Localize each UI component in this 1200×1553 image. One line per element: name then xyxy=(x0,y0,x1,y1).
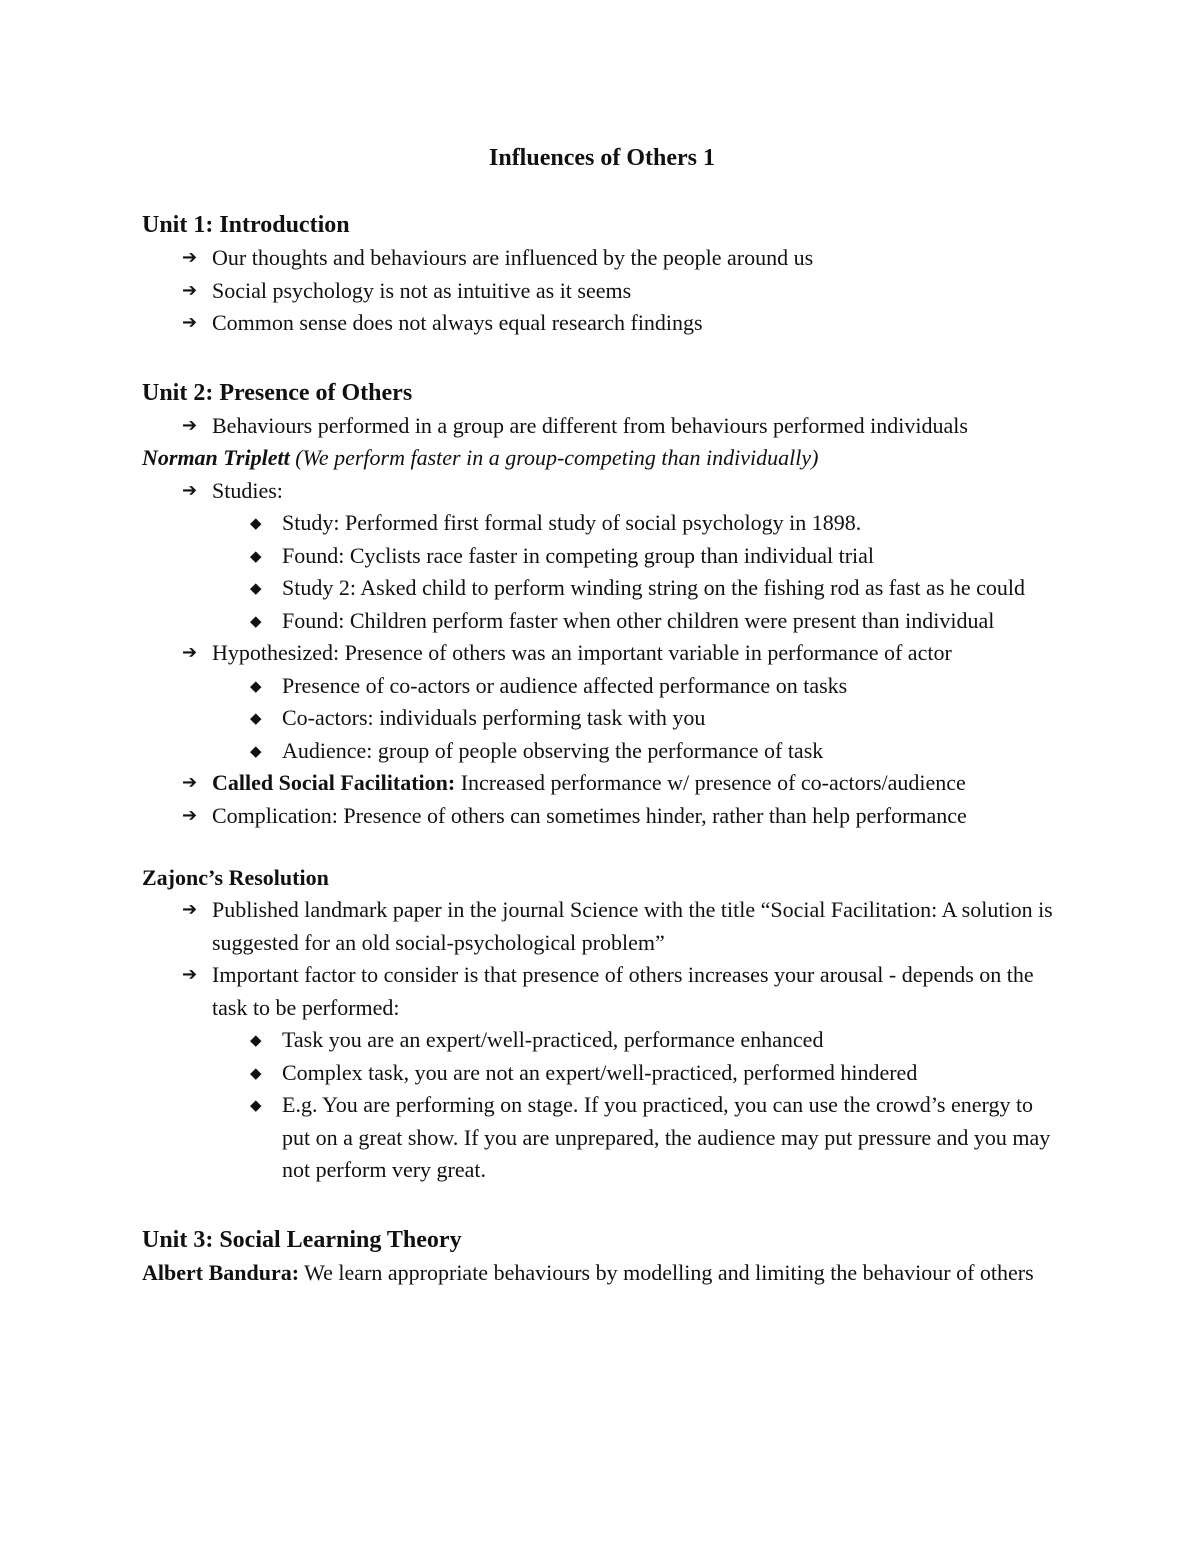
diamond-bullet-icon: ◆ xyxy=(250,579,262,597)
triplett-name: Norman Triplett xyxy=(142,445,290,470)
list-item: ◆ Co-actors: individuals performing task with you xyxy=(142,702,1062,735)
triplett-list xyxy=(142,475,1062,508)
bandura-text: We learn appropriate behaviours by modelling and limiting the behaviour of others xyxy=(299,1259,1034,1285)
unit1-heading: Unit 1: Introduction xyxy=(142,212,350,238)
list-item: ◆ Audience: group of people observing the performance of task xyxy=(142,735,1062,768)
arrow-bullet-icon: ➔ xyxy=(182,804,198,826)
list-item: ◆ Study: Performed first formal study of social psychology in 1898. xyxy=(142,507,1062,540)
list-item: ◆ Found: Cyclists race faster in competing group than individual trial xyxy=(142,540,1062,573)
hypothesis-list xyxy=(142,637,1062,670)
diamond-bullet-icon: ◆ xyxy=(250,709,262,727)
arrow-bullet-icon: ➔ xyxy=(182,279,198,301)
arrow-bullet-icon: ➔ xyxy=(182,312,198,333)
diamond-bullet-icon: ◆ xyxy=(250,546,262,565)
document-page xyxy=(142,142,1062,1289)
list-item: ◆ E.g. You are performing on stage. If you practiced, you can use the crowd’s energy to put on a great show. If you are unprepared, the audience may put pressure and you may not perform very great. xyxy=(142,1089,1062,1187)
unit1-bullet-list xyxy=(142,242,1062,340)
list-item: ➔ Published landmark paper in the journal Science with the title “Social Facilitation: A solution is suggested for an old social-psychological problem” xyxy=(142,894,1062,959)
list-item: ◆ Presence of co-actors or audience affected performance on tasks xyxy=(142,670,1062,703)
arrow-bullet-icon: ➔ xyxy=(182,247,198,268)
diamond-bullet-icon: ◆ xyxy=(250,741,262,760)
list-item xyxy=(142,767,1062,800)
bandura-paragraph xyxy=(142,1257,1062,1290)
list-item: ➔ Common sense does not always equal research findings xyxy=(142,307,1062,340)
unit3-heading: Unit 3: Social Learning Theory xyxy=(142,1226,462,1253)
list-item: ◆ Study 2: Asked child to perform winding string on the fishing rod as fast as he could xyxy=(142,572,1062,605)
list-item: ➔ Studies: xyxy=(142,475,1062,508)
list-item: ➔ Hypothesized: Presence of others was an important variable in performance of actor xyxy=(142,637,1062,670)
arrow-bullet-icon: ➔ xyxy=(182,899,198,920)
list-item: ➔ Important factor to consider is that presence of others increases your arousal - depends on the task to be performed: xyxy=(142,959,1062,1024)
arrow-bullet-icon: ➔ xyxy=(182,642,198,663)
list-item: ◆ Task you are an expert/well-practiced, performance enhanced xyxy=(142,1024,1062,1057)
arrow-bullet-icon: ➔ xyxy=(182,479,198,501)
diamond-bullet-icon: ◆ xyxy=(250,1031,262,1049)
diamond-bullet-icon: ◆ xyxy=(250,1096,262,1114)
zajonc-heading: Zajonc’s Resolution xyxy=(142,865,329,890)
diamond-bullet-icon: ◆ xyxy=(250,1063,262,1082)
arrow-bullet-icon: ➔ xyxy=(182,772,198,793)
facilitation-label: Called Social Facilitation: xyxy=(212,770,456,795)
zajonc-list xyxy=(142,894,1062,1024)
list-item: ➔ Complication: Presence of others can sometimes hinder, rather than help performance xyxy=(142,800,1062,833)
list-item: ◆ Found: Children perform faster when other children were present than individual xyxy=(142,605,1062,638)
facilitation-text: Increased performance w/ presence of co-actors/audience xyxy=(455,770,966,795)
unit2-intro-list xyxy=(142,410,1062,443)
hypothesis-sublist xyxy=(142,670,1062,768)
diamond-bullet-icon: ◆ xyxy=(250,611,262,630)
list-item: ➔ Social psychology is not as intuitive as it seems xyxy=(142,275,1062,308)
zajonc-sublist xyxy=(142,1024,1062,1187)
triplett-line xyxy=(142,442,1062,475)
triplett-note: (We perform faster in a group-competing than individually) xyxy=(289,445,819,470)
list-item: ◆ Complex task, you are not an expert/well-practiced, performed hindered xyxy=(142,1057,1062,1090)
studies-sublist xyxy=(142,507,1062,637)
diamond-bullet-icon: ◆ xyxy=(250,514,262,532)
document-title: Influences of Others 1 xyxy=(489,145,715,171)
arrow-bullet-icon: ➔ xyxy=(182,414,198,436)
facilitation-list xyxy=(142,767,1062,832)
list-item: ➔ Our thoughts and behaviours are influenced by the people around us xyxy=(142,242,1062,275)
unit2-heading: Unit 2: Presence of Others xyxy=(142,379,413,406)
bandura-label: Albert Bandura: xyxy=(142,1259,300,1285)
list-item: ➔ Behaviours performed in a group are different from behaviours performed individuals xyxy=(142,410,1062,443)
arrow-bullet-icon: ➔ xyxy=(182,964,198,985)
diamond-bullet-icon: ◆ xyxy=(250,676,262,695)
